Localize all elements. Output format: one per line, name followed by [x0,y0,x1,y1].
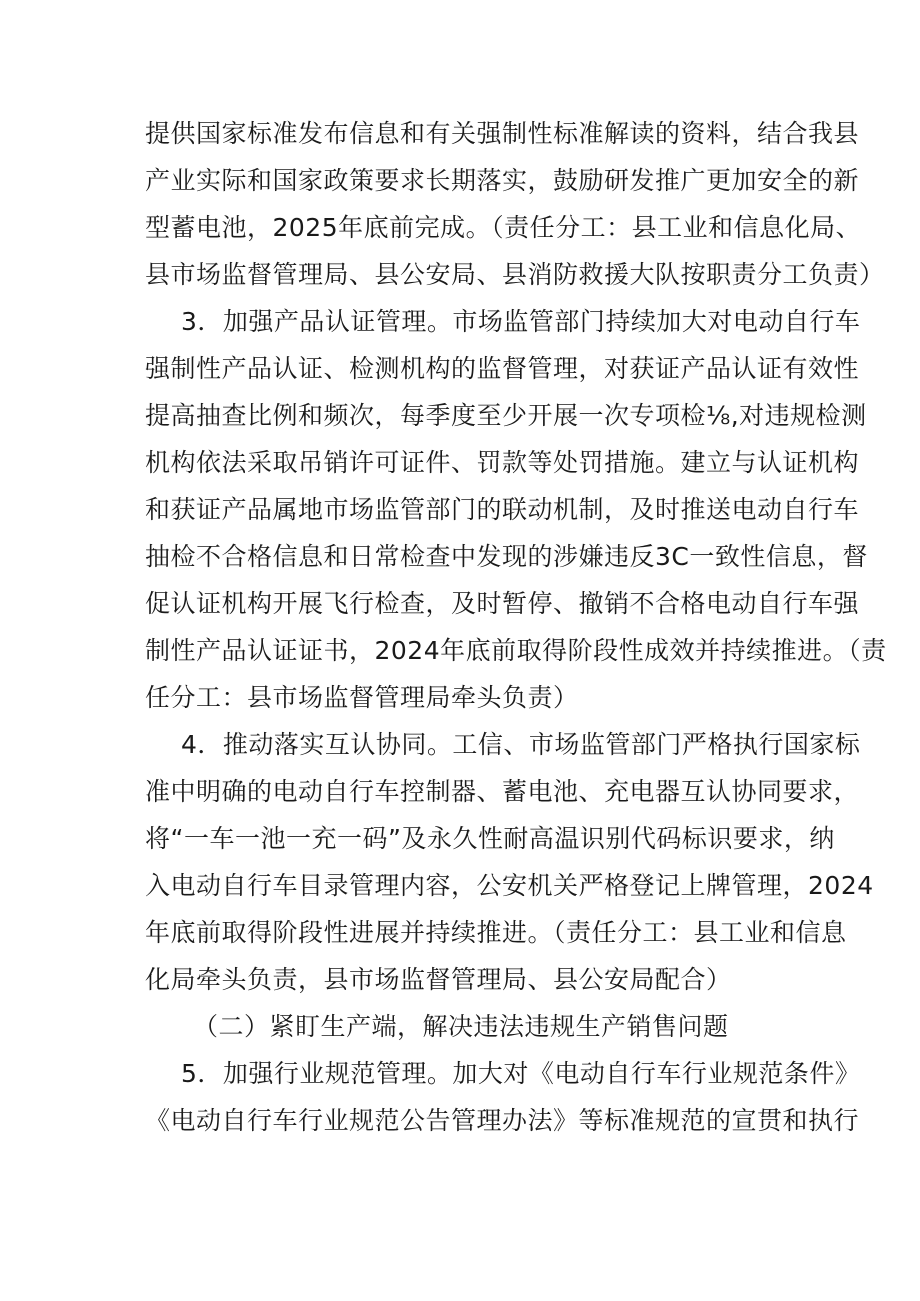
text-line: 型蓄电池，2025年底前完成。（责任分工：县工业和信息化局、 [145,213,862,242]
item-5-heading-line: 5．加强行业规范管理。加大对《电动自行车行业规范条件》 [181,1059,861,1088]
text-line: 抽检不合格信息和日常检查中发现的涉嫌违反3C一致性信息，督 [145,542,868,571]
text-line: 促认证机构开展飞行检查，及时暂停、撤销不合格电动自行车强 [145,589,860,618]
text-line: 强制性产品认证、检测机构的监督管理，对获证产品认证有效性 [145,354,860,383]
text-line: 县市场监督管理局、县公安局、县消防救援大队按职责分工负责） [145,260,885,289]
text-line: 提供国家标准发布信息和有关强制性标准解读的资料，结合我县 [145,119,860,148]
text-line: 准中明确的电动自行车控制器、蓄电池、充电器互认协同要求， [145,777,860,806]
text-line: 年底前取得阶段性进展并持续推进。（责任分工：县工业和信息 [145,918,847,947]
text-line: 和获证产品属地市场监管部门的联动机制，及时推送电动自行车 [145,495,860,524]
text-line: 将“一车一池一充一码”及永久性耐高温识别代码标识要求，纳 [145,824,835,853]
text-line: 入电动自行车目录管理内容，公安机关严格登记上牌管理，2024 [145,871,874,900]
text-line: 《电动自行车行业规范公告管理办法》等标准规范的宣贯和执行 [145,1106,860,1135]
text-line: 制性产品认证证书，2024年底前取得阶段性成效并持续推进。（责 [145,636,887,665]
item-4-heading-line: 4．推动落实互认协同。工信、市场监管部门严格执行国家标 [181,730,861,759]
text-line: 提高抽查比例和频次，每季度至少开展一次专项检⅛,对违规检测 [145,401,867,430]
section-heading: （二）紧盯生产端，解决违法违规生产销售问题 [193,1012,729,1041]
text-line: 化局牵头负责，县市场监督管理局、县公安局配合） [145,965,732,994]
text-line: 产业实际和国家政策要求长期落实，鼓励研发推广更加安全的新 [145,166,860,195]
document-body [145,110,887,1144]
item-3-heading-line: 3．加强产品认证管理。市场监管部门持续加大对电动自行车 [181,307,861,336]
text-line: 机构依法采取吊销许可证件、罚款等处罚措施。建立与认证机构 [145,448,860,477]
text-line: 任分工：县市场监督管理局牵头负责） [145,683,579,712]
